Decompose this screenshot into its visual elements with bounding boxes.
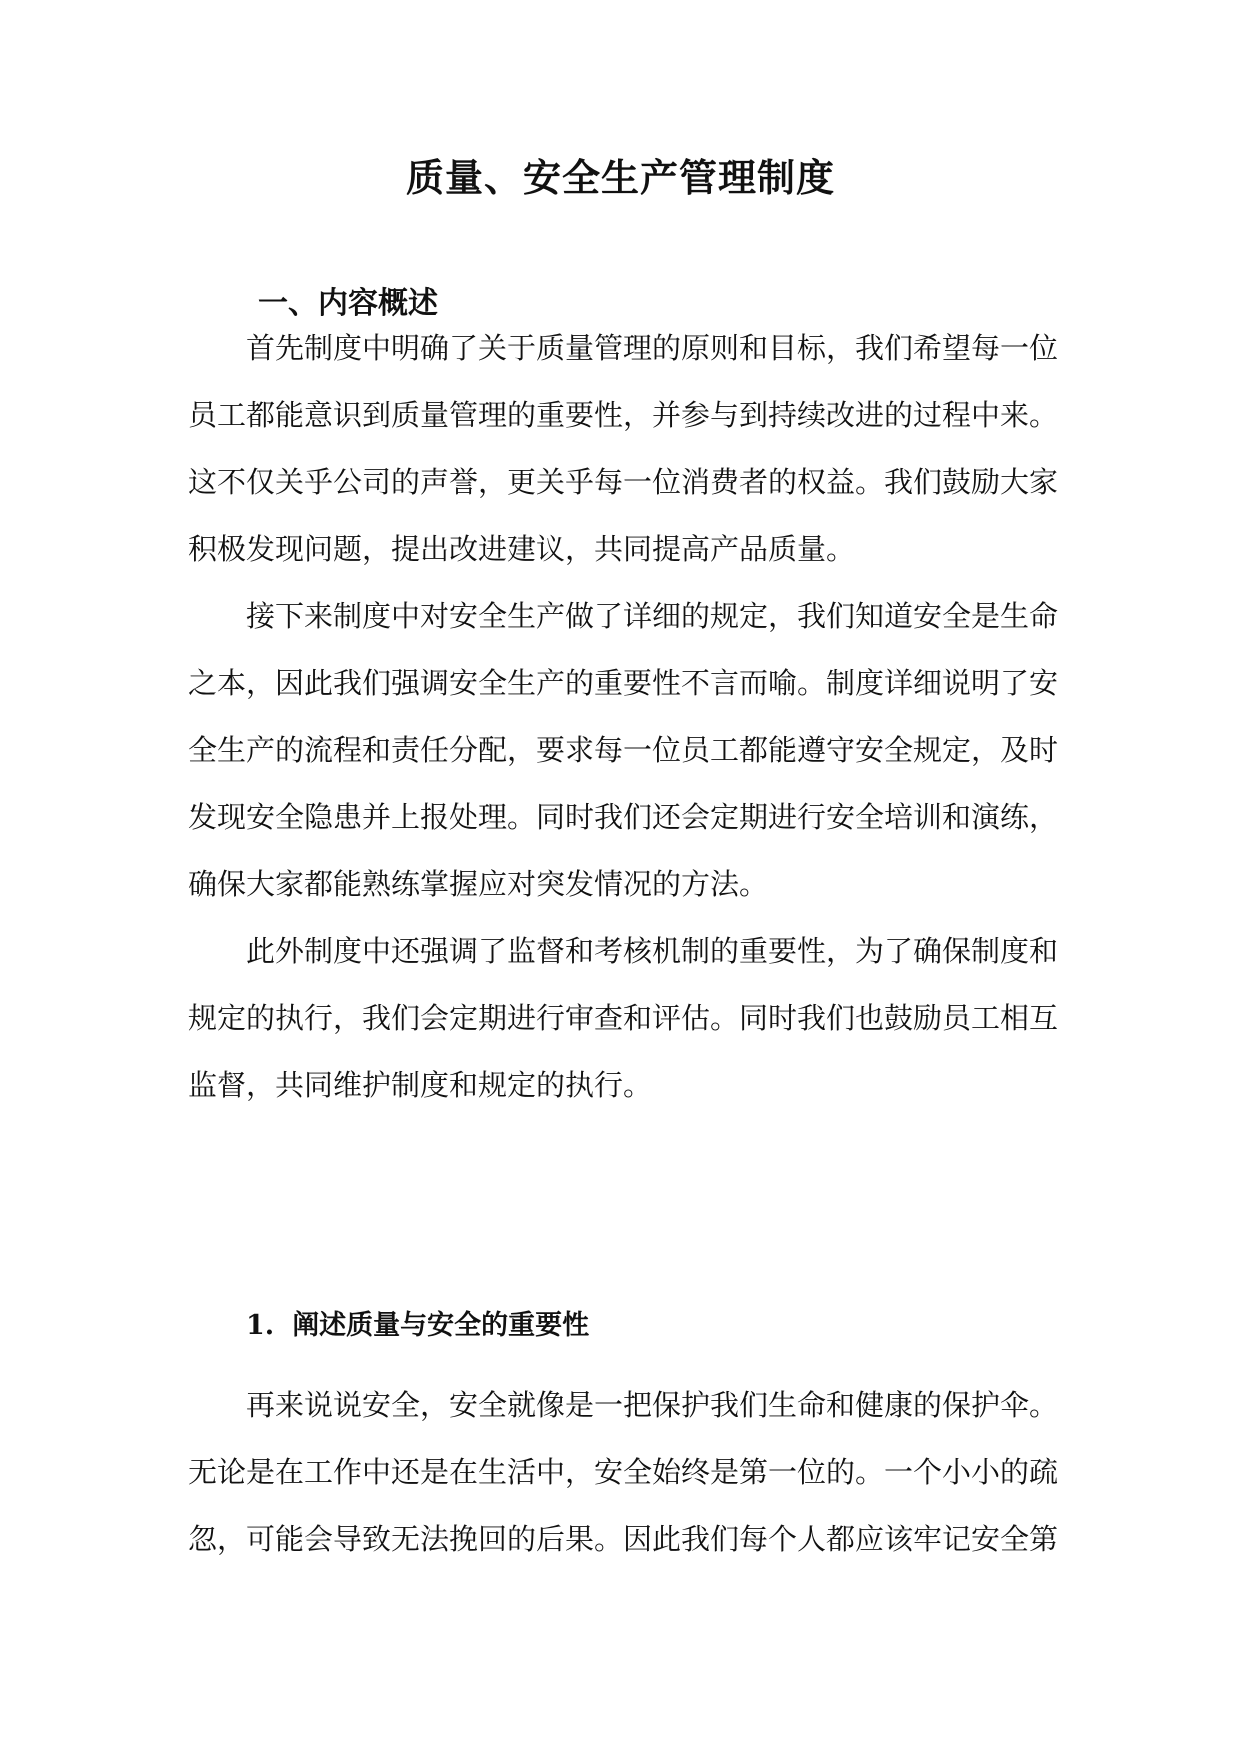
document-title: 质量、安全生产管理制度 — [405, 155, 835, 200]
subsection-title: 阐述质量与安全的重要性 — [292, 1310, 590, 1341]
paragraph-line: 首先制度中明确了关于质量管理的原则和目标，我们希望每一位 — [246, 331, 1059, 365]
paragraph-line: 之本，因此我们强调安全生产的重要性不言而喻。制度详细说明了安 — [188, 666, 1059, 700]
subsection-number: 1. — [246, 1310, 275, 1341]
paragraph-line: 接下来制度中对安全生产做了详细的规定，我们知道安全是生命 — [246, 599, 1059, 633]
paragraph-line: 发现安全隐患并上报处理。同时我们还会定期进行安全培训和演练， — [188, 800, 1059, 834]
paragraph-line: 规定的执行，我们会定期进行审查和评估。同时我们也鼓励员工相互 — [188, 1001, 1059, 1035]
paragraph-line: 积极发现问题，提出改进建议，共同提高产品质量。 — [188, 532, 856, 566]
paragraph-line: 确保大家都能熟练掌握应对突发情况的方法。 — [188, 867, 769, 901]
paragraph-line: 无论是在工作中还是在生活中，安全始终是第一位的。一个小小的疏 — [188, 1455, 1059, 1489]
paragraph-line: 忽，可能会导致无法挽回的后果。因此我们每个人都应该牢记安全第 — [188, 1522, 1059, 1556]
section-heading-overview: 一、内容概述 — [258, 286, 438, 321]
paragraph-line: 全生产的流程和责任分配，要求每一位员工都能遵守安全规定，及时 — [188, 733, 1059, 767]
paragraph-line: 此外制度中还强调了监督和考核机制的重要性，为了确保制度和 — [246, 934, 1059, 968]
paragraph-line: 监督，共同维护制度和规定的执行。 — [188, 1068, 653, 1102]
paragraph-line: 这不仅关乎公司的声誉，更关乎每一位消费者的权益。我们鼓励大家 — [188, 465, 1059, 499]
paragraph-line: 员工都能意识到质量管理的重要性，并参与到持续改进的过程中来。 — [188, 398, 1059, 432]
subsection-heading-importance — [246, 1306, 589, 1346]
paragraph-line: 再来说说安全，安全就像是一把保护我们生命和健康的保护伞。 — [246, 1388, 1059, 1422]
